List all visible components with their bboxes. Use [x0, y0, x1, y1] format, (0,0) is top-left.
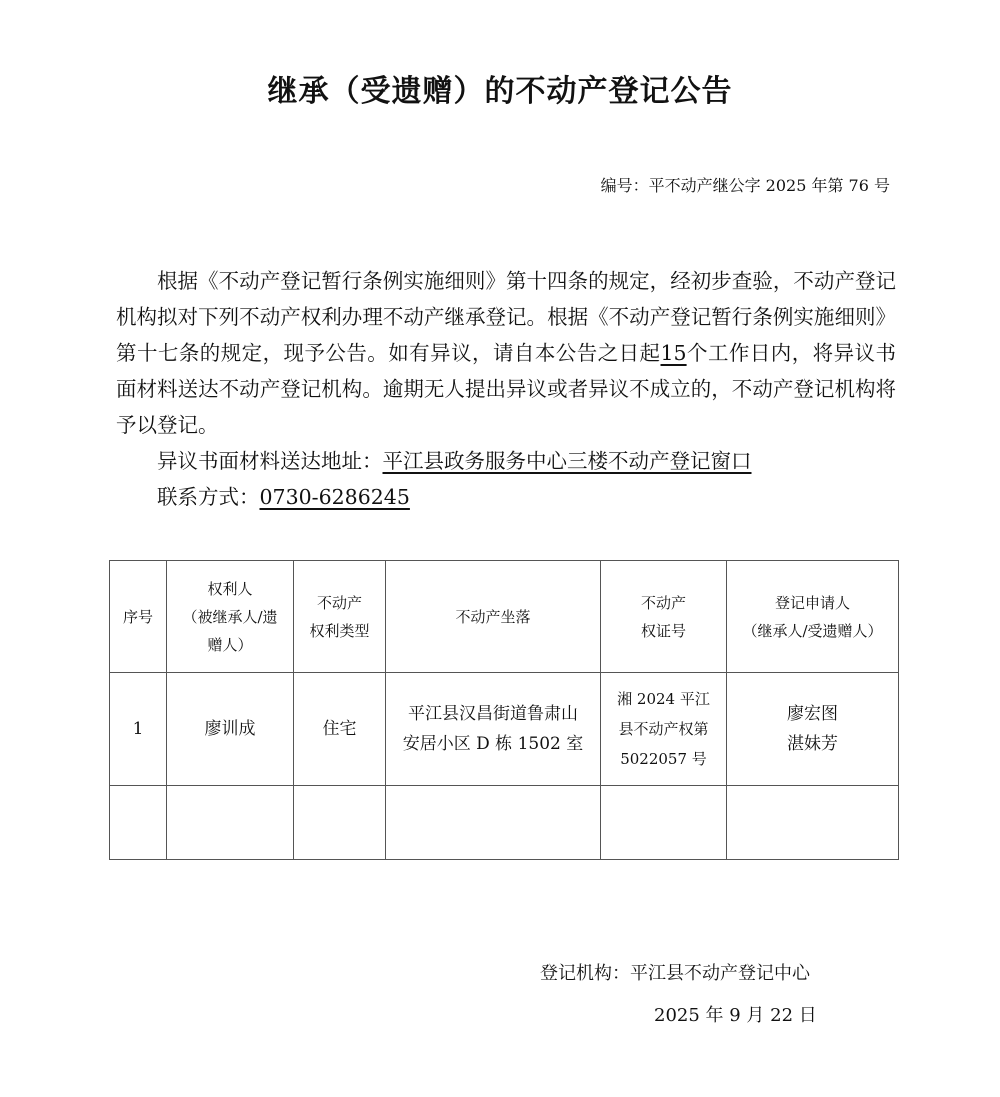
address-label: 异议书面材料送达地址： [157, 449, 383, 473]
cell-applicant: 廖宏图 湛妹芳 [727, 673, 899, 786]
cell-seq: 1 [110, 673, 167, 786]
cell-location: 平江县汉昌街道鲁肃山 安居小区 D 栋 1502 室 [386, 673, 601, 786]
paragraph-text-part2: 个工作日内，将异议书面材料送达不动产登记机构。逾期无人提出异议或者异议不成立的，不动产登记机构将予以登记。 [116, 341, 897, 437]
document-number: 编号：平不动产继公字 2025 年第 76 号 [600, 176, 890, 195]
header-seq: 序号 [110, 561, 167, 673]
notice-title: 继承（受遗赠）的不动产登记公告 [267, 74, 733, 109]
table-row-empty [110, 786, 899, 860]
paragraph-text-part1: 根据《不动产登记暂行条例实施细则》第十四条的规定，经初步查验，不动产登记机构拟对下列不动产权利办理不动产继承登记。根据《不动产登记暂行条例实施细则》第十七条的规定，现予公告。如有异议，请自本公告之日起 [116, 269, 896, 365]
header-applicant: 登记申请人 （继承人/受遗赠人） [727, 561, 899, 673]
contact-value: 0730-6286245 [259, 485, 410, 509]
table-row [110, 673, 899, 786]
cell-right-holder: 廖训成 [167, 673, 294, 786]
registration-table [109, 560, 899, 860]
notice-date: 2025 年 9 月 22 日 [654, 1005, 817, 1026]
table-header-row [110, 561, 899, 673]
header-location: 不动产坐落 [386, 561, 601, 673]
header-certificate: 不动产 权证号 [601, 561, 727, 673]
header-right-type: 不动产 权利类型 [294, 561, 386, 673]
contact-label: 联系方式： [157, 485, 260, 509]
cell-certificate-number: 湘 2024 平江 县不动产权第 5022057 号 [601, 673, 727, 786]
cell-right-type: 住宅 [294, 673, 386, 786]
contact-line [116, 479, 896, 515]
objection-days: 15 [660, 341, 687, 365]
notice-body [116, 263, 896, 515]
objection-address-line [116, 443, 896, 479]
notice-paragraph [116, 263, 896, 443]
registration-organization: 登记机构：平江县不动产登记中心 [540, 963, 810, 984]
header-right-holder: 权利人 （被继承人/遗 赠人） [167, 561, 294, 673]
address-value: 平江县政务服务中心三楼不动产登记窗口 [382, 449, 752, 473]
